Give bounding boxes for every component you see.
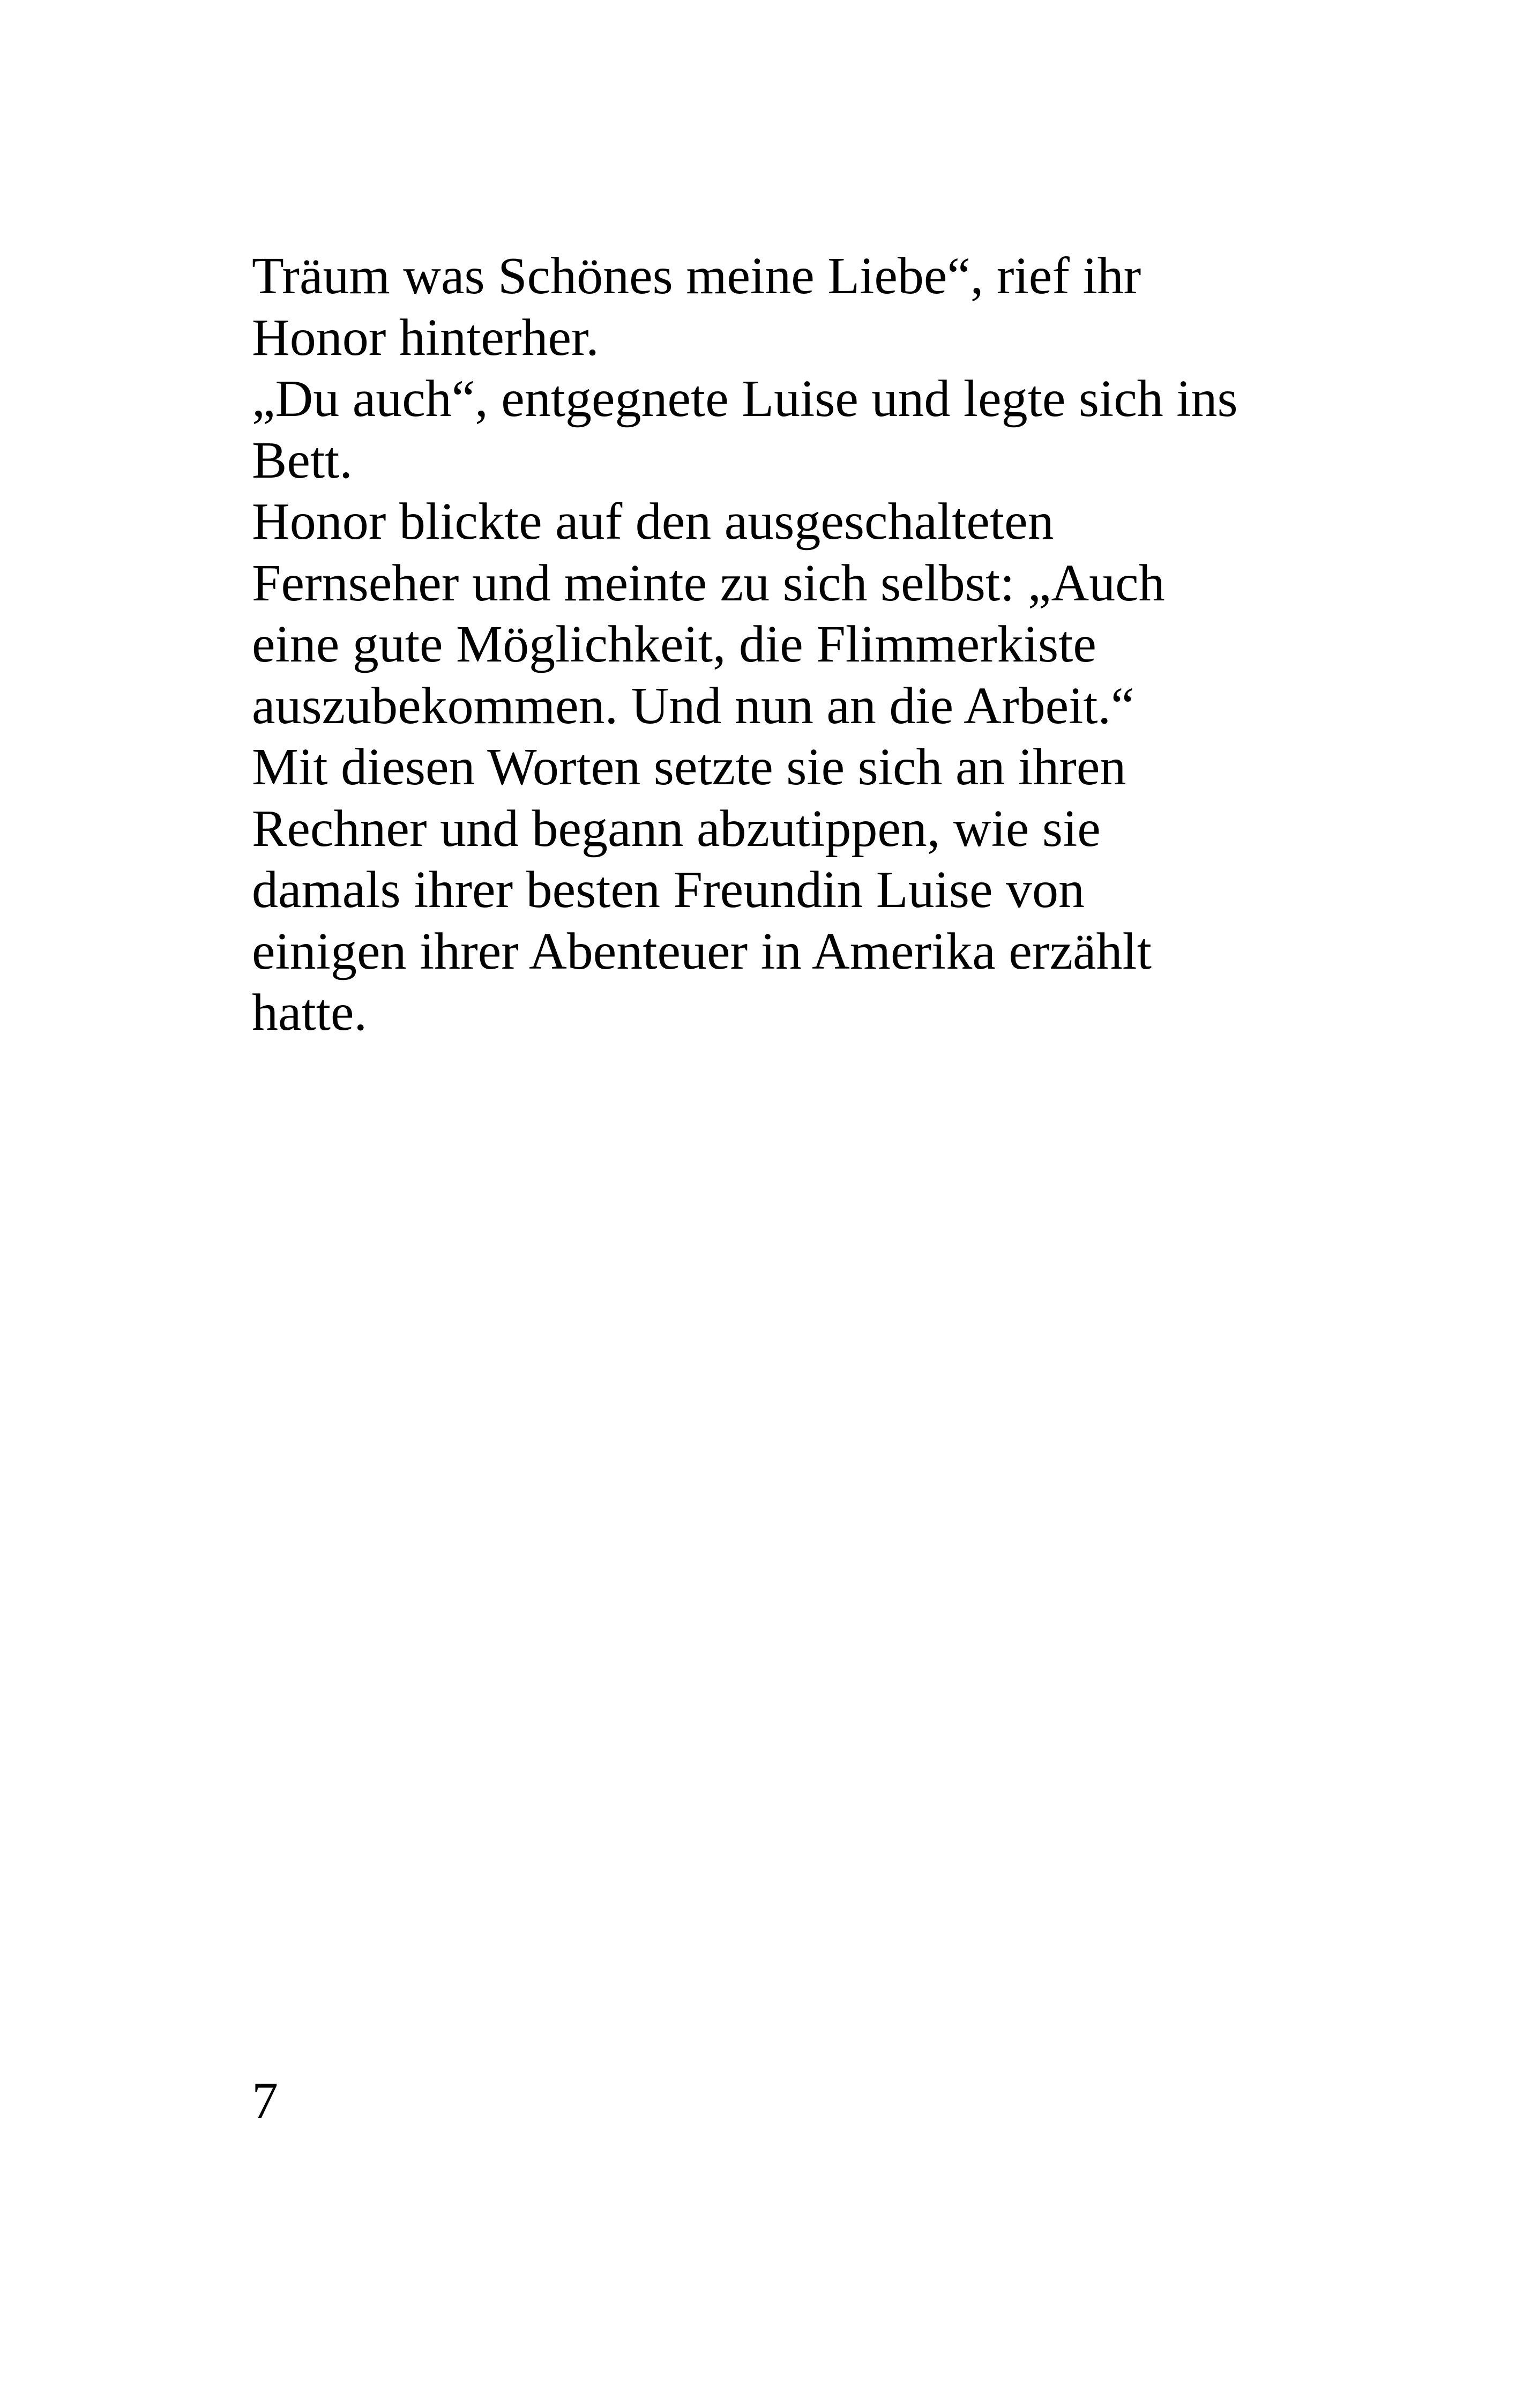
text-line: Honor hinterher. <box>252 308 599 367</box>
text-line: damals ihrer besten Freundin Luise von <box>252 861 1085 919</box>
text-line: einigen ihrer Abenteuer in Amerika erzählt <box>252 922 1152 980</box>
text-line: eine gute Möglichkeit, die Flimmerkiste <box>252 615 1096 673</box>
text-line: Honor blickte auf den ausgeschalteten <box>252 493 1054 551</box>
page-number: 7 <box>252 2072 278 2130</box>
text-line: Fernseher und meinte zu sich selbst: „Auch <box>252 554 1165 612</box>
text-line: Mit diesen Worten setzte sie sich an ihren <box>252 738 1126 796</box>
text-line: „Du auch“, entgegnete Luise und legte sich ins <box>252 370 1238 428</box>
body-text <box>252 246 1324 1044</box>
text-line: auszubekommen. Und nun an die Arbeit.“ <box>252 677 1134 735</box>
text-line: hatte. <box>252 984 367 1042</box>
text-line: Träum was Schönes meine Liebe“, rief ihr <box>252 247 1141 305</box>
text-line: Rechner und begann abzutippen, wie sie <box>252 799 1101 858</box>
text-line: Bett. <box>252 431 353 489</box>
